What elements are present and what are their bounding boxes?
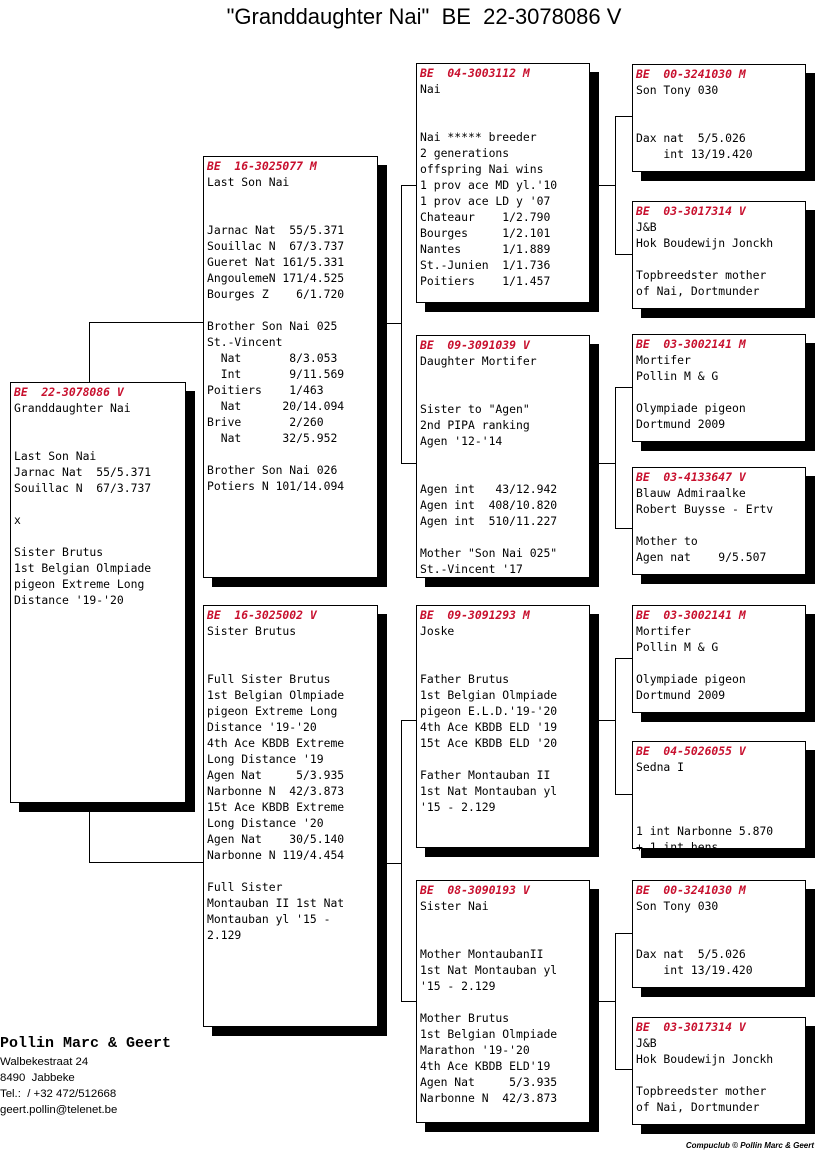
pedigree-note: 2 generations	[420, 146, 510, 160]
owner-address-street: Walbekestraat 24	[0, 1056, 89, 1068]
pedigree-note	[636, 114, 802, 130]
ring-number: BE 03-3017314 V	[636, 1020, 746, 1034]
pedigree-note	[636, 655, 802, 671]
pedigree-note: Olympiade pigeon	[636, 401, 746, 415]
pedigree-note: Brother Son Nai 025	[207, 319, 338, 333]
pedigree-note: Distance '19-'20	[207, 720, 317, 734]
connector-line	[599, 185, 616, 186]
pedigree-note	[636, 930, 802, 946]
pigeon-name: Sister Nai	[420, 899, 489, 913]
connector-line	[599, 463, 616, 464]
pedigree-note: Full Sister	[207, 880, 283, 894]
pedigree-note: Robert Buysse - Ertv	[636, 502, 774, 516]
pigeon-card-subject[interactable]	[10, 382, 186, 803]
pedigree-note	[420, 369, 586, 385]
pedigree-note: pigeon E.L.D.'19-'20	[420, 704, 558, 718]
pedigree-note: 1st Belgian Olmpiade	[420, 688, 558, 702]
owner-email[interactable]: geert.pollin@telenet.be	[0, 1104, 118, 1116]
pedigree-note	[14, 432, 182, 448]
pedigree-note	[207, 655, 374, 671]
pedigree-note: Agen nat 9/5.507	[636, 550, 767, 564]
pedigree-note: Mother Brutus	[420, 1011, 510, 1025]
pedigree-note: Souillac N 67/3.737	[207, 239, 345, 253]
pedigree-note: 2.129	[207, 928, 242, 942]
pedigree-note: Agen int 43/12.942	[420, 482, 558, 496]
pedigree-note: + 1 int hens	[636, 840, 719, 854]
pedigree-note	[14, 496, 182, 512]
pedigree-note: Mother to	[636, 534, 698, 548]
pedigree-note: 2nd PIPA ranking	[420, 418, 530, 432]
pedigree-note: Agen '12-'14	[420, 434, 503, 448]
pedigree-note	[420, 994, 586, 1010]
pedigree-note: Gueret Nat 161/5.331	[207, 255, 345, 269]
ring-number: BE 16-3025077 M	[207, 159, 317, 173]
pedigree-note: Poitiers 1/463	[207, 383, 324, 397]
ring-number: BE 22-3078086 V	[14, 385, 124, 399]
pedigree-note: Mother MontaubanII	[420, 947, 544, 961]
pedigree-note: pigeon Extreme Long	[14, 577, 145, 591]
pedigree-note: 1st Nat Montauban yl	[420, 963, 558, 977]
pedigree-note	[636, 775, 802, 791]
pigeon-card-dam-sire-dam[interactable]	[632, 741, 806, 854]
pedigree-note: int 13/19.420	[636, 147, 753, 161]
pedigree-note: Dortmund 2009	[636, 688, 726, 702]
pedigree-note: Pollin M & G	[636, 369, 719, 383]
pedigree-note: 4th Ace KBDB Extreme	[207, 736, 345, 750]
connector-line	[615, 116, 633, 117]
pigeon-card-dam-dam-sire[interactable]	[632, 880, 806, 988]
pigeon-card-sire[interactable]	[203, 156, 378, 578]
pedigree-note: Father Montauban II	[420, 768, 551, 782]
pedigree-note	[636, 251, 802, 267]
pedigree-note: Marathon '19-'20	[420, 1043, 530, 1057]
pedigree-note: 15t Ace KBDB ELD '20	[420, 736, 558, 750]
connector-line	[401, 185, 402, 464]
pedigree-note: Nai ***** breeder	[420, 130, 537, 144]
pedigree-note: Poitiers 1/1.457	[420, 274, 551, 288]
pedigree-note: of Nai, Dortmunder	[636, 1100, 760, 1114]
pedigree-note: Int 9/11.569	[207, 367, 345, 381]
ring-number: BE 09-3091039 V	[420, 338, 530, 352]
connector-line	[615, 794, 633, 795]
pigeon-card-sire-sire-sire[interactable]	[632, 64, 806, 172]
pedigree-note: Jarnac Nat 55/5.371	[14, 465, 152, 479]
pigeon-card-dam-sire-sire[interactable]	[632, 605, 806, 713]
pedigree-note: Jarnac Nat 55/5.371	[207, 223, 345, 237]
connector-line	[89, 322, 204, 323]
pedigree-note: St.-Vincent '17	[420, 562, 523, 576]
pedigree-note	[420, 639, 586, 655]
pedigree-note	[207, 190, 374, 206]
pedigree-note: Agen Nat 30/5.140	[207, 832, 345, 846]
connector-line	[615, 528, 633, 529]
pedigree-note: 1 int Narbonne 5.870	[636, 824, 774, 838]
connector-line	[89, 322, 90, 384]
ring-number: BE 03-3017314 V	[636, 204, 746, 218]
pedigree-note	[636, 791, 802, 807]
pedigree-note: Mother "Son Nai 025"	[420, 546, 558, 560]
pigeon-card-dam-sire[interactable]	[416, 605, 590, 848]
pedigree-note: Sister Brutus	[14, 545, 104, 559]
pigeon-name: Mortifer	[636, 353, 691, 367]
pedigree-note: Distance '19-'20	[14, 593, 124, 607]
pigeon-card-sire-dam-dam[interactable]	[632, 467, 806, 575]
owner-block	[0, 1034, 171, 1118]
pedigree-note: pigeon Extreme Long	[207, 704, 338, 718]
pedigree-note: AngoulemeN 171/4.525	[207, 271, 345, 285]
pedigree-note	[14, 528, 182, 544]
connector-line	[89, 862, 204, 863]
pedigree-note	[420, 751, 586, 767]
ring-number: BE 03-4133647 V	[636, 470, 746, 484]
pedigree-note: Sister to "Agen"	[420, 402, 530, 416]
pigeon-card-dam[interactable]	[203, 605, 378, 1027]
ring-number: BE 09-3091293 M	[420, 608, 530, 622]
pedigree-note	[207, 446, 374, 462]
pedigree-note: Narbonne N 42/3.873	[420, 1091, 558, 1105]
pedigree-note: Nantes 1/1.889	[420, 242, 551, 256]
connector-line	[401, 463, 417, 464]
pedigree-note: Last Son Nai	[14, 449, 97, 463]
pedigree-note	[636, 1067, 802, 1083]
pedigree-note: Brother Son Nai 026	[207, 463, 338, 477]
pedigree-note: Agen int 510/11.227	[420, 514, 558, 528]
pedigree-note: Father Brutus	[420, 672, 510, 686]
connector-line	[386, 323, 401, 324]
pedigree-note	[636, 807, 802, 823]
pedigree-note: Narbonne N 42/3.873	[207, 784, 345, 798]
connector-line	[599, 1001, 616, 1002]
connector-line	[401, 720, 402, 1002]
pedigree-note: 4th Ace KBDB ELD '19	[420, 720, 558, 734]
connector-line	[599, 720, 616, 721]
pedigree-note: Souillac N 67/3.737	[14, 481, 152, 495]
pedigree-note: Hok Boudewijn Jonckh	[636, 1052, 774, 1066]
footer-credit: Compuclub © Pollin Marc & Geert	[685, 1141, 814, 1150]
pedigree-note: of Nai, Dortmunder	[636, 284, 760, 298]
connector-line	[615, 1069, 633, 1070]
pedigree-note: Topbreedster mother	[636, 1084, 767, 1098]
pedigree-note	[420, 465, 586, 481]
pedigree-note	[420, 655, 586, 671]
ring-number: BE 16-3025002 V	[207, 608, 317, 622]
pedigree-note: Dax nat 5/5.026	[636, 131, 746, 145]
connector-line	[615, 933, 633, 934]
pedigree-note: Montauban yl '15 -	[207, 912, 331, 926]
pigeon-card-sire-dam[interactable]	[416, 335, 590, 578]
pedigree-note: Nat 32/5.952	[207, 431, 338, 445]
pedigree-note: St.-Vincent	[207, 335, 283, 349]
pigeon-name: Sister Brutus	[207, 624, 297, 638]
pedigree-note	[207, 206, 374, 222]
pedigree-note: Topbreedster mother	[636, 268, 767, 282]
pedigree-note: Agen Nat 5/3.935	[420, 1075, 558, 1089]
pedigree-note: Chateaur 1/2.790	[420, 210, 551, 224]
pedigree-note: 1st Nat Montauban yl	[420, 784, 558, 798]
pedigree-note	[636, 517, 802, 533]
pedigree-note: 1 prov ace MD yl.'10	[420, 178, 558, 192]
pedigree-note: 1st Belgian Olmpiade	[207, 688, 345, 702]
ring-number: BE 04-3003112 M	[420, 66, 530, 80]
pedigree-note: Narbonne N 119/4.454	[207, 848, 345, 862]
pedigree-note: Dax nat 5/5.026	[636, 947, 746, 961]
pedigree-note: int 13/19.420	[636, 963, 753, 977]
pedigree-note: 1st Belgian Olmpiade	[420, 1027, 558, 1041]
pedigree-note	[207, 639, 374, 655]
pedigree-note	[420, 529, 586, 545]
pigeon-name: Joske	[420, 624, 455, 638]
pedigree-note: '15 - 2.129	[420, 800, 496, 814]
pedigree-note: x	[14, 513, 21, 527]
pedigree-note: Montauban II 1st Nat	[207, 896, 345, 910]
ring-number: BE 04-5026055 V	[636, 744, 746, 758]
pigeon-card-dam-dam[interactable]	[416, 880, 590, 1123]
connector-line	[89, 809, 90, 863]
pedigree-note: Agen Nat 5/3.935	[207, 768, 345, 782]
owner-name: Pollin Marc & Geert	[0, 1035, 172, 1052]
ring-number: BE 08-3090193 V	[420, 883, 530, 897]
pigeon-card-sire-sire-dam[interactable]	[632, 201, 806, 309]
pedigree-note	[636, 914, 802, 930]
ring-number: BE 03-3002141 M	[636, 337, 746, 351]
pedigree-note: Dortmund 2009	[636, 417, 726, 431]
pedigree-note: Long Distance '19	[207, 752, 324, 766]
pedigree-note	[420, 385, 586, 401]
pedigree-note: Hok Boudewijn Jonckh	[636, 236, 774, 250]
pigeon-card-dam-dam-dam[interactable]	[632, 1017, 806, 1125]
pigeon-name: Son Tony 030	[636, 83, 719, 97]
pigeon-name: Sedna I	[636, 760, 685, 774]
pedigree-note	[420, 914, 586, 930]
connector-line	[401, 720, 417, 721]
pedigree-note	[207, 863, 374, 879]
ring-number: BE 03-3002141 M	[636, 608, 746, 622]
pedigree-note: offspring Nai wins	[420, 162, 544, 176]
connector-line	[615, 254, 633, 255]
pigeon-name: J&B	[636, 1036, 657, 1050]
pedigree-note	[14, 416, 182, 432]
connector-line	[401, 185, 417, 186]
pedigree-note: Long Distance '20	[207, 816, 324, 830]
pedigree-note: 1st Belgian Olmpiade	[14, 561, 152, 575]
pigeon-name: Daughter Mortifer	[420, 354, 537, 368]
pedigree-note: Olympiade pigeon	[636, 672, 746, 686]
pedigree-title: "Granddaughter Nai" BE 22-3078086 V	[226, 4, 622, 29]
pigeon-card-sire-dam-sire[interactable]	[632, 334, 806, 442]
connector-line	[615, 933, 616, 1070]
connector-line	[386, 863, 401, 864]
pedigree-note	[420, 97, 586, 113]
pedigree-note: Brive 2/260	[207, 415, 324, 429]
pedigree-note	[636, 384, 802, 400]
pigeon-name: Nai	[420, 82, 441, 96]
pedigree-note: Bourges Z 6/1.720	[207, 287, 345, 301]
pigeon-card-sire-sire[interactable]	[416, 63, 590, 303]
owner-address-city: 8490 Jabbeke	[0, 1072, 75, 1084]
owner-phone: Tel.: / +32 472/512668	[0, 1088, 117, 1100]
ring-number: BE 00-3241030 M	[636, 883, 746, 897]
pedigree-note: Nat 20/14.094	[207, 399, 345, 413]
pedigree-note: Pollin M & G	[636, 640, 719, 654]
pedigree-note: Agen int 408/10.820	[420, 498, 558, 512]
pigeon-name: J&B	[636, 220, 657, 234]
pedigree-note: St.-Junien 1/1.736	[420, 258, 551, 272]
connector-line	[615, 387, 616, 529]
pigeon-name: Son Tony 030	[636, 899, 719, 913]
pedigree-note: Potiers N 101/14.094	[207, 479, 345, 493]
pedigree-note	[636, 98, 802, 114]
connector-line	[615, 116, 616, 255]
pedigree-note: '15 - 2.129	[420, 979, 496, 993]
pigeon-name: Mortifer	[636, 624, 691, 638]
pedigree-note: Bourges 1/2.101	[420, 226, 551, 240]
pedigree-note: 15t Ace KBDB Extreme	[207, 800, 345, 814]
connector-line	[401, 1001, 417, 1002]
connector-line	[615, 658, 633, 659]
pedigree-note: Nat 8/3.053	[207, 351, 338, 365]
ring-number: BE 00-3241030 M	[636, 67, 746, 81]
pedigree-note: Full Sister Brutus	[207, 672, 331, 686]
pigeon-name: Last Son Nai	[207, 175, 290, 189]
pigeon-name: Granddaughter Nai	[14, 401, 131, 415]
pedigree-note: 4th Ace KBDB ELD'19	[420, 1059, 551, 1073]
pedigree-note	[420, 113, 586, 129]
pigeon-name: Blauw Admiraalke	[636, 486, 746, 500]
connector-line	[615, 658, 616, 795]
pedigree-note	[207, 302, 374, 318]
connector-line	[615, 387, 633, 388]
pedigree-note	[420, 930, 586, 946]
pedigree-note	[420, 449, 586, 465]
pedigree-note: 1 prov ace LD y '07	[420, 194, 551, 208]
